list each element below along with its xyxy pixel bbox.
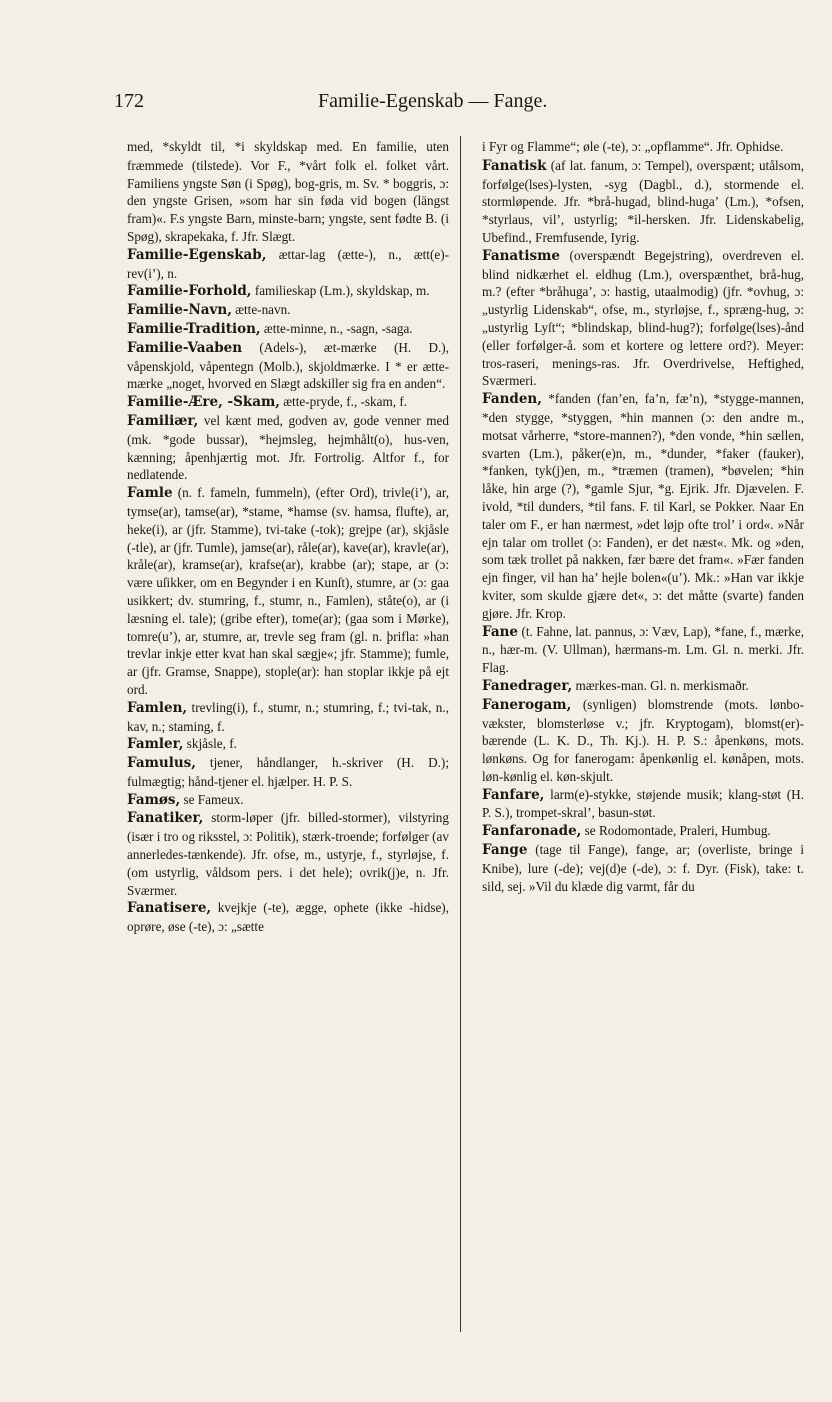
entry-headword: Fanedrager, [482, 677, 573, 694]
entry-headword: Fane [482, 623, 518, 640]
entry-definition: kvejkje (-te), ægge, ophete (ikke -hidse), oprøre, øse (-te), ɔ: „sætte [127, 900, 449, 935]
entry-headword: Famøs, [127, 791, 181, 808]
entry-headword: Fange [482, 842, 528, 859]
entry-headword: Fanfaronade, [482, 823, 582, 840]
dictionary-entry [127, 339, 449, 393]
entry-definition: skjåsle, f. [183, 736, 237, 752]
dictionary-entry [482, 696, 804, 786]
column-divider [460, 136, 461, 1332]
dictionary-entry [127, 754, 449, 791]
dictionary-entry [482, 677, 804, 696]
page-number: 172 [114, 90, 144, 112]
dictionary-entry [127, 735, 449, 754]
entry-definition: se Rodomontade, Praleri, Humbug. [581, 823, 771, 839]
entry-headword: Fanatisk [482, 157, 547, 174]
dictionary-entry [482, 247, 804, 390]
entry-definition: (overspændt Begejstring), overdreven el. blind nidkærhet el. eldhug (Lm.), overspænthet, brå-hug, m.? (efter *bråhuga’, ɔ: hastig, utaalmodig) (jfr. *ovhug, ɔ: „ustyrlig Lidenskab“, ofse, m., styrløjse, f., spræng-hug, ɔ: „ustyrlig Lyſt“; *blindskap, blind-hug?); forfølge(lses)-ånd (eller forfølger-å. som et kortere og lettere ord?). Meyer: tros-raseri, menings-ras. Jfr. Overdrivelse, Heftighed, Sværmeri. [482, 247, 804, 389]
entry-headword: Famlen, [127, 699, 188, 716]
entry-headword: Fanatisme [482, 247, 560, 264]
dictionary-entry [482, 138, 804, 157]
right-column [482, 138, 804, 895]
dictionary-entry [482, 841, 804, 895]
entry-headword: Familiær, [127, 412, 199, 429]
entry-headword: Familie-Navn, [127, 302, 232, 319]
entry-headword: Famler, [127, 736, 184, 753]
entry-definition: tjener, håndlanger, h.-skriver (H. D.); fulmægtig; hånd-tjener el. hjælper. H. P. S. [127, 755, 449, 789]
dictionary-entry [127, 301, 449, 320]
dictionary-entry [127, 809, 449, 899]
page-header [0, 90, 832, 120]
entry-definition: vel kænt med, godven av, gode venner med (mk. *gode bussar), *hejmsleg, hejmhålt(o), hus-ven, kænning; åpenhjærtig mot. Jfr. Fortrolig. Altfor f., for nedlatende. [127, 412, 449, 483]
entry-headword: Familie-Vaaben [127, 339, 243, 356]
entry-definition: (t. Fahne, lat. pannus, ɔ: Væv, Lap), *fane, f., mærke, n., hær-m. (V. Ullman), hærmans-m. Lm. Gl. n. merki. Jfr. Flag. [482, 623, 804, 676]
dictionary-entry [127, 791, 449, 810]
entry-headword: Fanatisere, [127, 900, 212, 917]
entry-definition: se Fameux. [180, 791, 244, 807]
entry-definition: ætte-navn. [231, 302, 291, 318]
dictionary-entry [482, 786, 804, 823]
entry-definition: trevling(i), f., stumr, n.; stumring, f.; tvi-tak, n., kav, n.; staming, f. [127, 699, 449, 734]
dictionary-entry [482, 623, 804, 677]
entry-headword: Familie-Tradition, [127, 320, 261, 337]
entry-headword: Fanatiker, [127, 810, 204, 827]
running-head: Familie-Egenskab — Fange. [318, 90, 548, 112]
entry-definition: larm(e)-stykke, støjende musik; klang-støt (H. P. S.), trompet-skral’, basun-støt. [482, 786, 804, 821]
entry-headword: Famle [127, 485, 173, 502]
entry-definition: mærkes-man. Gl. n. merkismaðr. [572, 677, 749, 693]
entry-headword: Fanerogam, [482, 696, 572, 713]
entry-definition: i Fyr og Flamme“; øle (-te), ɔ: „opflamme“. Jfr. Ophidse. [482, 139, 784, 154]
entry-headword: Fanfare, [482, 786, 545, 803]
entry-definition: med, *skyldt til, *i skyldskap med. En familie, uten fræmmede (tilstede). Vor F., *vårt folk el. folket vårt. Familiens yngste Søn (i Spøg), bog-gris, m. Sv. * boggris, ɔ: den yngste Grisen, »som har sin føda vid bogen (längst fram)«. F.s yngste Barn, minste-barn; yngste, sent fødte B. (i Spøg), skrapekaka, f. Jfr. Slægt. [127, 139, 449, 244]
entry-definition: storm-løper (jfr. billed-stormer), vilstyring (især i tro og riksstel, ɔ: Politik), stærk-troende; forfølger (av annerledes-tænkende). Jfr. ofse, m., ustyrje, f., styrløjse, f. (om ustyrlig, våldsom pers. i det hele); ovrik(j)e, n. Jfr. Sværmer. [127, 810, 449, 898]
dictionary-entry [127, 393, 449, 412]
dictionary-entry [482, 157, 804, 247]
dictionary-entry [127, 699, 449, 736]
entry-definition: (synligen) blomstrende (mots. lønbo-vækster, blomsterløse v.; jfr. Kryptogam), blomst(er)-bærende (L. K. D., Th. Kj.). H. P. S.: åpenkøns, mots. lønkøns. Og for fanerogam: åpenkønlig el. kønåpen, mots. løn-kønlig el. køn-skjult. [482, 696, 804, 784]
entry-headword: Familie-Forhold, [127, 283, 252, 300]
dictionary-entry [482, 390, 804, 622]
entry-definition: familieskap (Lm.), skyldskap, m. [251, 283, 430, 299]
dictionary-entry [482, 822, 804, 841]
dictionary-entry [127, 246, 449, 283]
dictionary-entry [127, 138, 449, 246]
entry-definition: *fanden (fan’en, fa’n, fæ’n), *stygge-mannen, *den stygge, *styggen, *hin mannen (ɔ: den andre m., motsat vårherre, *store-mannen?), *den vonde, *hin sællen, svarten (Lm.), påker(e)n, m., *dunder, *faker (fauker), *fanken, tyk(j)en, m., *træmen (tramen), *bøvelen; *hin låke, hin arge (?), *gamle Sjur, *g. Ejrik. Jfr. Djævelen. F. ivold, *til dunders, *til fans. F. til Karl, se Pokker. Naar En taler om F., er han nærmest, »det løjp ofte trol’ i ord«. »Når ejn talar om trollet (ɔ: Fanden), er det næst«. Mk. og »den, som tæk trollet på nakken, fær bære det fram«. »Fær fanden ejn finger, vil han ha’ hejle bolen«(u’). Mk.: »Han var ikkje kviter, som skulde gjære det«, ɔ: det måtte (svarte) fanden gjøre. Jfr. Krop. [482, 391, 804, 621]
entry-definition: (af lat. fanum, ɔ: Tempel), overspænt; utålsom, forfølge(lses)-lysten, -syg (Dagbl., d.), stormende el. stormløpende. Jfr. *brå-hugad, blind-huga’ (Lm.), *ofsen, *styrlaus, vil’, ustyrlig; *il-hersken. Jfr. Lidenskabelig, Ubefind., Fremfusende, Iyrig. [482, 157, 804, 245]
entry-headword: Fanden, [482, 391, 542, 408]
entry-definition: ætte-minne, n., -sagn, -saga. [260, 320, 413, 336]
entry-definition: (tage til Fange), fange, ar; (overliste, bringe i Knibe), lure (-de); vej(d)e (-de), ɔ: f. Dyr. (Fisk), take: t. sild, sej. »Vil du klæde dig varmt, får du [482, 842, 804, 894]
entry-definition: ættar-lag (ætte-), n., ætt(e)-rev(i’), n. [127, 246, 449, 281]
entry-headword: Familie-Ære, -Skam, [127, 394, 280, 411]
dictionary-entry [127, 282, 449, 301]
entry-definition: (Adels-), æt-mærke (H. D.), våpenskjold, våpentegn (Molb.), skjoldmærke. I * er ætte-mærke „noget, hvorved en Slægt adskiller sig fra en anden“. [127, 339, 449, 392]
entry-definition: (n. f. fameln, fummeln), (efter Ord), trivle(i’), ar, tymse(ar), tamse(ar), *stame, *hamse (sv. hamsa, flufte), ar, heke(i), ar (jfr. Stamme), tvi-take (-tok); grejpe (ar), skjåsle (-tle), ar (jfr. Tumle), jamse(ar), råle(ar), kave(ar), kravle(ar), kråle(ar), kramse(ar), krafse(ar), krabbe (ar); stape, ar (ɔ: være uſikker, om en Begynder i en Kunſt), stumre, ar (ɔ: gaa usikkert; dv. stumring, f., stumr, n., Famlen), ståte(o), ar (i læsning el. tale); (gribe efter), tome(ar); (gaa som i Mørke), tomre(u’), ar, stumre, ar, trevle seg fram (gl. n. þrifla: »han trevlar inkje etter kvat han skal sægje«; jfr. Stamme); fumle, ar (jfr. Gramse, Snappe), stople(ar): han stoplar ikkje på ejt ord. [127, 485, 449, 697]
left-column [127, 138, 449, 936]
dictionary-entry [127, 484, 449, 699]
dictionary-entry [127, 320, 449, 339]
entry-definition: ætte-pryde, f., -skam, f. [279, 394, 408, 410]
dictionary-entry [127, 899, 449, 936]
entry-headword: Famulus, [127, 755, 196, 772]
dictionary-entry [127, 412, 449, 484]
entry-headword: Familie-Egenskab, [127, 246, 267, 263]
